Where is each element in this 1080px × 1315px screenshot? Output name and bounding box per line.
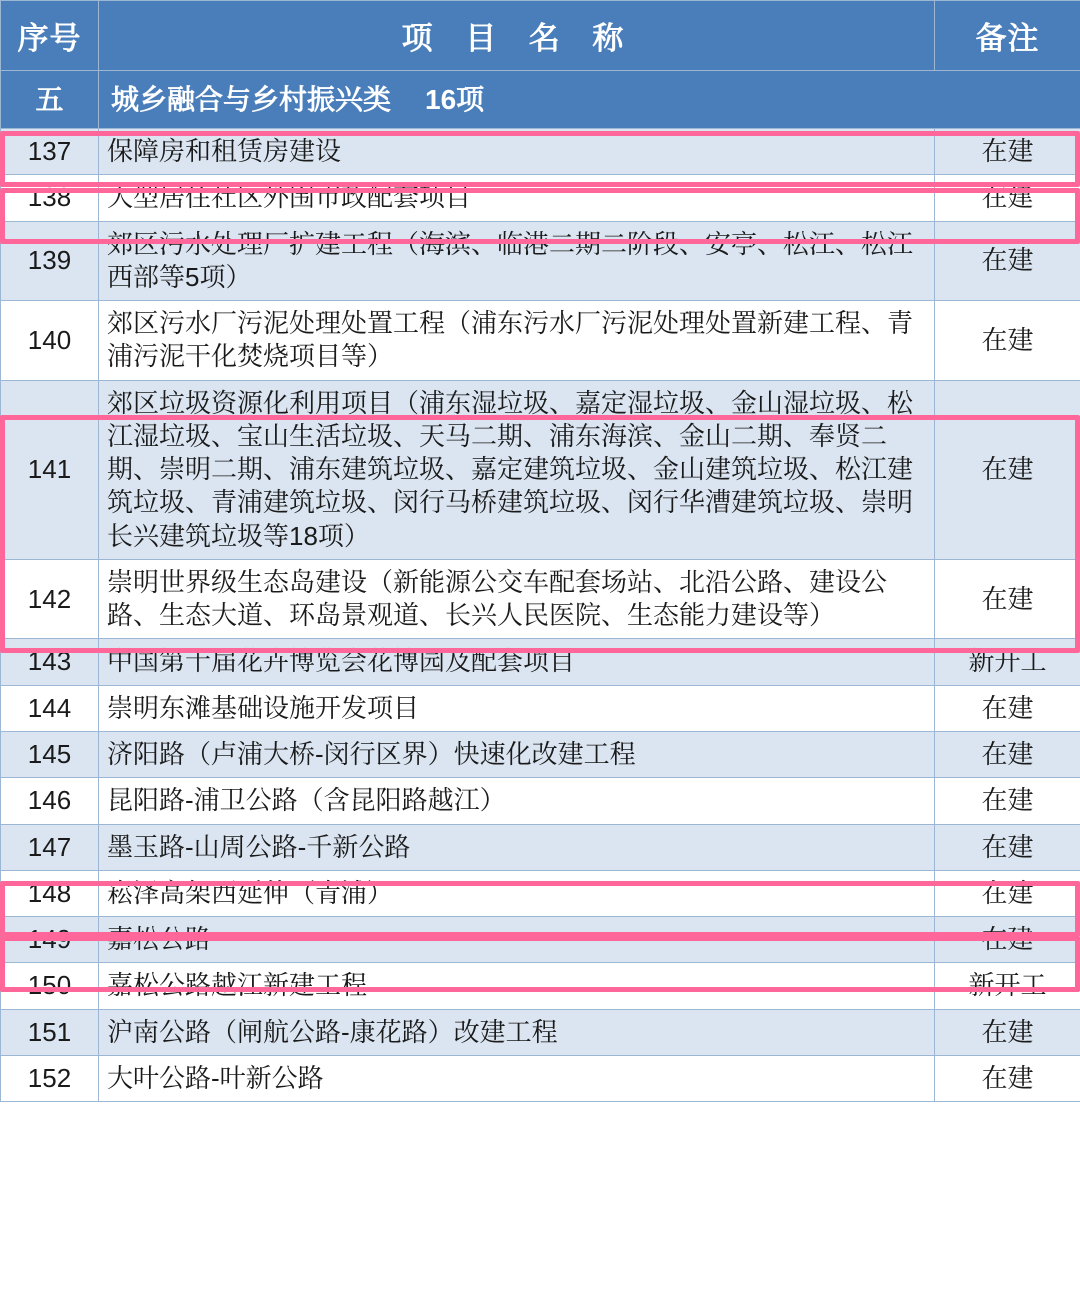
table-row xyxy=(1,1055,1080,1101)
row-number: 138 xyxy=(1,175,99,221)
row-number: 147 xyxy=(1,824,99,870)
row-number: 144 xyxy=(1,685,99,731)
row-number: 150 xyxy=(1,963,99,1009)
row-number: 145 xyxy=(1,731,99,777)
column-header-name: 项 目 名 称 xyxy=(99,1,935,71)
table-row xyxy=(1,639,1080,685)
row-note: 在建 xyxy=(935,559,1080,639)
row-number: 143 xyxy=(1,639,99,685)
row-project-name: 郊区污水处理厂扩建工程（海滨、临港二期二阶段、安亭、松江、松江西部等5项） xyxy=(99,221,935,301)
table-body xyxy=(1,71,1080,1102)
row-project-name: 崧泽高架西延伸（青浦） xyxy=(99,870,935,916)
table-row xyxy=(1,870,1080,916)
row-number: 142 xyxy=(1,559,99,639)
column-header-note: 备注 xyxy=(935,1,1080,71)
table-row xyxy=(1,1009,1080,1055)
table-row xyxy=(1,129,1080,175)
table-row xyxy=(1,824,1080,870)
row-note: 在建 xyxy=(935,221,1080,301)
row-number: 151 xyxy=(1,1009,99,1055)
table-row xyxy=(1,731,1080,777)
row-project-name: 大型居住社区外围市政配套项目 xyxy=(99,175,935,221)
row-project-name: 嘉松公路越江新建工程 xyxy=(99,963,935,1009)
row-number: 141 xyxy=(1,380,99,559)
header-row xyxy=(1,1,1080,71)
row-note: 新开工 xyxy=(935,963,1080,1009)
table-row xyxy=(1,778,1080,824)
row-project-name: 崇明东滩基础设施开发项目 xyxy=(99,685,935,731)
row-note: 在建 xyxy=(935,917,1080,963)
row-project-name: 墨玉路-山周公路-千新公路 xyxy=(99,824,935,870)
row-number: 137 xyxy=(1,129,99,175)
row-project-name: 崇明世界级生态岛建设（新能源公交车配套场站、北沿公路、建设公路、生态大道、环岛景观道、长兴人民医院、生态能力建设等） xyxy=(99,559,935,639)
row-project-name: 济阳路（卢浦大桥-闵行区界）快速化改建工程 xyxy=(99,731,935,777)
section-number: 五 xyxy=(1,71,99,129)
row-note: 在建 xyxy=(935,129,1080,175)
row-note: 在建 xyxy=(935,1055,1080,1101)
row-project-name: 嘉松公路 xyxy=(99,917,935,963)
table-row xyxy=(1,685,1080,731)
row-note: 在建 xyxy=(935,685,1080,731)
row-project-name: 昆阳路-浦卫公路（含昆阳路越江） xyxy=(99,778,935,824)
row-number: 139 xyxy=(1,221,99,301)
row-note: 在建 xyxy=(935,870,1080,916)
table-row xyxy=(1,175,1080,221)
row-project-name: 大叶公路-叶新公路 xyxy=(99,1055,935,1101)
column-header-no: 序号 xyxy=(1,1,99,71)
row-number: 146 xyxy=(1,778,99,824)
row-note: 在建 xyxy=(935,824,1080,870)
row-note: 在建 xyxy=(935,175,1080,221)
table-row xyxy=(1,917,1080,963)
table-header xyxy=(1,1,1080,71)
row-number: 148 xyxy=(1,870,99,916)
row-project-name: 沪南公路（闸航公路-康花路）改建工程 xyxy=(99,1009,935,1055)
section-row xyxy=(1,71,1080,129)
table-row xyxy=(1,963,1080,1009)
row-note: 在建 xyxy=(935,778,1080,824)
row-note: 在建 xyxy=(935,1009,1080,1055)
section-title-cell xyxy=(99,71,1080,129)
row-project-name: 郊区垃圾资源化利用项目（浦东湿垃圾、嘉定湿垃圾、金山湿垃圾、松江湿垃圾、宝山生活垃圾、天马二期、浦东海滨、金山二期、奉贤二期、崇明二期、浦东建筑垃圾、嘉定建筑垃圾、金山建筑垃圾、松江建筑垃圾、青浦建筑垃圾、闵行马桥建筑垃圾、闵行华漕建筑垃圾、崇明长兴建筑垃圾等18项） xyxy=(99,380,935,559)
row-number: 152 xyxy=(1,1055,99,1101)
row-note: 新开工 xyxy=(935,639,1080,685)
row-note: 在建 xyxy=(935,380,1080,559)
row-number: 149 xyxy=(1,917,99,963)
table-row xyxy=(1,380,1080,559)
row-number: 140 xyxy=(1,301,99,381)
row-project-name: 中国第十届花卉博览会花博园及配套项目 xyxy=(99,639,935,685)
section-count: 16项 xyxy=(425,83,485,115)
row-project-name: 郊区污水厂污泥处理处置工程（浦东污水厂污泥处理处置新建工程、青浦污泥干化焚烧项目等） xyxy=(99,301,935,381)
table-row xyxy=(1,559,1080,639)
row-note: 在建 xyxy=(935,731,1080,777)
table-row xyxy=(1,301,1080,381)
section-title: 城乡融合与乡村振兴类 xyxy=(111,83,392,115)
row-project-name: 保障房和租赁房建设 xyxy=(99,129,935,175)
row-note: 在建 xyxy=(935,301,1080,381)
table-row xyxy=(1,221,1080,301)
